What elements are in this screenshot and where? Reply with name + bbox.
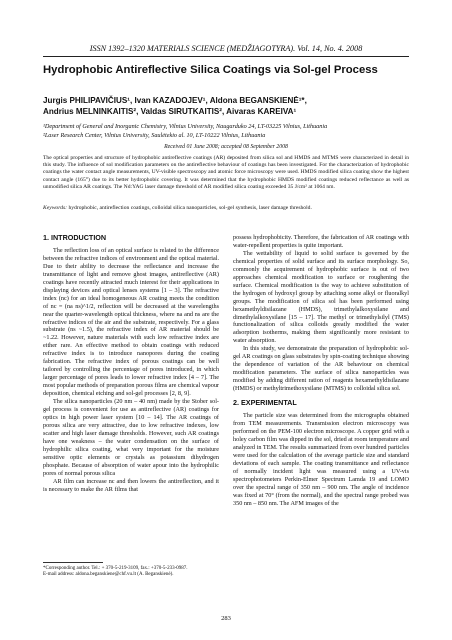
paragraph: In this study, we demonstrate the preparation of hydrophobic sol-gel AR coatings on glass substrates by spin-coating technique showing the dependence of variation of the AR behaviour on chemical modification parameters. The surface of silica nanoparticles was modified by adding different ration of reagents hexamethyldisilazane (HMDS) or methyltrimethoxysilane (MTMS) to colloidal silica sol. <box>233 345 409 393</box>
section-heading-experimental: 2. EXPERIMENTAL <box>233 398 297 408</box>
keywords-text: hydrophobic, antireflection coatings, colloidal silica nanoparticles, sol-gel synthesis, laser damage threshold. <box>68 205 312 211</box>
keywords <box>43 205 409 211</box>
affiliation-2: ²Laser Research Center, Vilnius University, Saulėtekio al. 10, LT-10222 Vilnius, Lithuania <box>43 132 266 139</box>
paragraph: The wettability of liquid to solid surface is governed by the chemical properties of solid surface and its surface morphology. So, commonly the acquirement of hydrophobic surface is out of two approaches chemical modification to surface or roughening the surface. Chemical modification is the way to achieve substitution of the hydrogen of hydroxyl group by attaching some alkyl or fluoralkyl groups. The modification of silica sol has been performed using hexamethyldisilazane (HMDS), trimethylalkoxysilane and dimethylalkoxysilane [15 – 17]. The methyl or trimethylsilyl (TMS) functionalization of silica colloids greatly modified the water adsorption isotherms, making them significantly more resistant to water absorption. <box>233 249 409 345</box>
section-heading-introduction: 1. INTRODUCTION <box>43 233 107 242</box>
abstract: The optical properties and structure of hydrophobic antireflective coatings (AR) deposited from silica sol and HMDS and MTMS were characterized in detail in this study. The influence of sol modification parameters on the antireflective behaviour of coatings has been investigated. For the characterization of hydrophobic coatings the water contact angle measurements, UV-visible spectroscopy and atomic force microscopy were used. HMDS modified silica coating show the highest contact angle (165°) due to its better hydrophobic covering. It was determined that the hydrophobic HMDS modified coatings reduced reflectance as well as unmodified silica AR coatings. The Nd:YAG laser damage threshold of AR modified silica coating exceeded 35 J/cm² at 1064 nm. <box>43 155 409 190</box>
paragraph: The reflection loss of an optical surface is related to the difference between the refractive indices of environment and the optical material. Due to their ability to decrease the reflectance and increase the transmittance of light and remove ghost images, antireflective (AR) coatings have recently attracted much interest for their applications in displaying devices and optical lenses systems [1 – 3]. The refractive index (nc) for an ideal homogeneous AR coating meets the condition of nc = (na ns)^1/2, reflection will be decreased at the wavelengths near the quarter-wavelength optical thickness, where na and ns are the refractive indices of the air and the substrate, respectively. For a glass substrate (ns ~1.5), the refractive index of AR material should be ~1.22. However, nature materials with such low refractive index are either rare. An effective method to obtain coatings with reduced refractive index is to introduce nanopores during the coating fabrication. The refractive index of porous coatings can be well tailored by controlling the percentage of pores introduced, in which larger percentage of pores leads to lower refractive index [4 – 7]. The most popular methods of preparation porous films are chemical vapour deposition, chemical etching and sol-gel processes [2, 8, 9]. <box>43 246 219 398</box>
paragraph: The particle size was determined from the micrographs obtained from TEM measurements. Transmission electron microscopy was performed on the PEM-100 electron microscope. A copper grid with a holey carbon film was dipped in the sol, dried at room temperature and analyzed in TEM. The results summarized from over hundred particles were used for the calculation of the average particle size and standard deviations of each sample. The coating transmittance and reflectance of normally incident light was measured using a UV-vis spectrophotometers Perkin-Elmer Spectrum Lamda 19 and LOMO over the spectral range of 350 nm – 900 nm. The angle of incidence was fixed at 70° (from the normal), and the spectral range probed was 350 nm – 850 nm. The AFM images of the <box>233 412 409 507</box>
affiliation-1: ¹Department of General and Inorganic Chemistry, Vilnius University, Naugarduko 24, LT-03225 Vilnius, Lithuania <box>43 123 328 130</box>
authors-line-1: Jurgis PHILIPAVIČIUS¹, Ivan KAZADOJEV¹, Aldona BEGANSKIENĖ¹*, <box>43 96 307 105</box>
footnote-rule <box>43 562 103 563</box>
paragraph: AR film can increase nc and then lowers the antireflection, and it is necessary to make the AR films that <box>43 477 219 493</box>
paragraph: The silica nanoparticles (20 nm – 40 nm) made by the Stober sol-gel process is convenient for use as antireflective (AR) coatings for optics in high power laser system [10 – 14]. The AR coatings of porous silica are very attractive, due to low refractive indexes, low scatter and high laser damage thresholds. However, such AR coatings have one weakness – the water condensation on the surface of hydrophilic silica coating, what very important for the moisture sensitive optic elements or crystals as potassium dihydrogen phosphate. Because of absorption of water apour into the hydrophilic pores of normal porous silica <box>43 398 219 477</box>
right-column <box>233 234 409 507</box>
footnote-email: E-mail address: aldona.beganskiene@chf.vu.lt (A. Beganskienė). <box>43 572 174 578</box>
received-dates: Received 01 June 2008; accepted 08 September 2008 <box>164 144 288 150</box>
keywords-label: Keywords: <box>43 205 68 211</box>
paragraph: possess hydrophobicity. Therefore, the fabrication of AR coatings with water-repellent properties is quite important. <box>233 234 409 249</box>
page-number: 283 <box>221 615 231 622</box>
journal-header: ISSN 1392–1320 MATERIALS SCIENCE (MEDŽIAGOTYRA). Vol. 14, No. 4. 2008 <box>89 44 363 53</box>
left-column <box>43 234 219 494</box>
affiliations <box>43 122 409 140</box>
authors-line-2: Andrius MELNINKAITIS², Valdas SIRUTKAITIS², Aivaras KAREIVA¹ <box>43 107 297 116</box>
header-rule <box>43 56 409 57</box>
paper-title: Hydrophobic Antireflective Silica Coatings via Sol-gel Process <box>43 64 378 76</box>
footnote <box>43 566 219 579</box>
author-list <box>43 95 409 117</box>
footnote-contact: *Corresponding author. Tel.: + 370-5-219-3109, fax.: +370-5-233-0987. <box>43 566 188 571</box>
